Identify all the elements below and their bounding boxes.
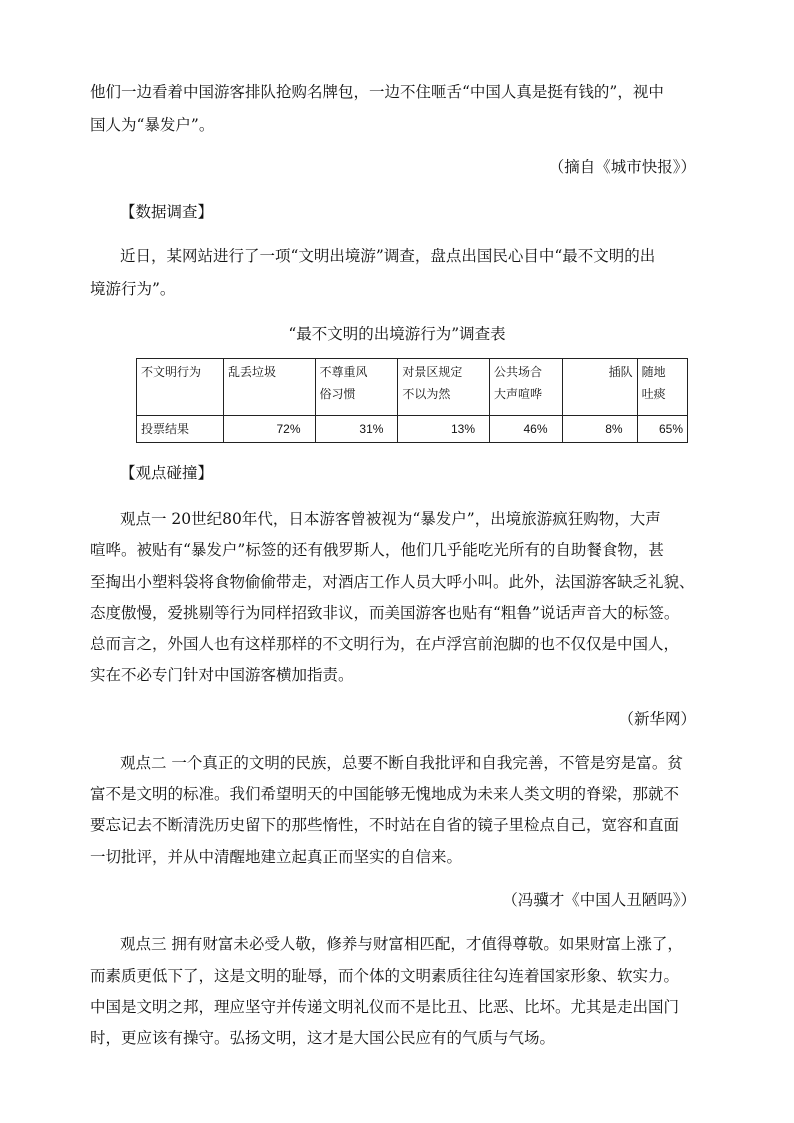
table-header-cell: 不尊重风 俗习惯 [315, 359, 398, 416]
view2-line: 要忘记去不断清洗历史留下的那些惰性，不时站在自省的镜子里检点自己，宽容和直面 [90, 816, 680, 834]
view3-line: 时，更应该有操守。弘扬文明，这才是大国公民应有的气质与气场。 [90, 1029, 556, 1047]
table-cell-value: 8% [562, 416, 637, 443]
table-title: “最不文明的出境游行为”调查表 [288, 325, 506, 343]
views-heading: 【观点碰撞】 [120, 464, 214, 482]
view1-line: 至掏出小塑料袋将食物偷偷带走，对酒店工作人员大呼小叫。此外，法国游客缺乏礼貌、 [90, 573, 695, 591]
view1-line: 态度傲慢，爱挑剔等行为同样招致非议，而美国游客也贴有“粗鲁”说话声音大的标签。 [90, 604, 680, 622]
table-cell-value: 31% [315, 416, 398, 443]
table-header-cell: 公共场合 大声喧哗 [490, 359, 563, 416]
survey-heading: 【数据调查】 [120, 203, 214, 221]
table-header-cell: 插队 [562, 359, 637, 416]
view1-source: （新华网） [618, 710, 696, 728]
table-cell-value: 65% [637, 416, 687, 443]
view2-line: 一切批评，并从中清醒地建立起真正而坚实的自信来。 [90, 848, 463, 866]
view2-line: 富不是文明的标准。我们希望明天的中国能够无愧地成为未来人类文明的脊梁，那就不 [90, 785, 680, 803]
survey-para-line-1: 近日，某网站进行了一项“文明出境游”调查，盘点出国民心目中“最不文明的出 [120, 247, 656, 265]
view3-line: 而素质更低下了，这是文明的耻辱，而个体的文明素质往往勾连着国家形象、软实力。 [90, 967, 680, 985]
table-cell-value: 72% [223, 416, 315, 443]
survey-para-line-2: 境游行为”。 [90, 280, 176, 298]
table-header-row [137, 359, 688, 416]
view1-line: 喧哗。被贴有“暴发户”标签的还有俄罗斯人，他们几乎能吃光所有的自助餐食物，甚 [90, 541, 664, 559]
intro-source: （摘自《城市快报》） [548, 158, 696, 176]
table-result-row [137, 416, 688, 443]
view1-line: 观点一 20世纪80年代，日本游客曾被视为“暴发户”，出境旅游疯狂购物，大声 [120, 510, 661, 528]
table-header-cell: 随地 吐痰 [637, 359, 687, 416]
table-header-cell: 对景区规定 不以为然 [398, 359, 490, 416]
view3-line: 观点三 拥有财富未必受人敬，修养与财富相匹配，才值得尊敬。如果财富上涨了， [120, 935, 683, 953]
table-header-cell: 乱丢垃圾 [223, 359, 315, 416]
intro-line-2: 国人为“暴发户”。 [90, 116, 215, 134]
survey-table [136, 358, 688, 443]
view2-line: 观点二 一个真正的文明的民族，总要不断自我批评和自我完善，不管是穷是富。贫 [120, 754, 683, 772]
view3-line: 中国是文明之邦，理应坚守并传递文明礼仪而不是比丑、比恶、比坏。尤其是走出国门 [90, 998, 680, 1016]
view2-source: （冯骥才《中国人丑陋吗》） [502, 891, 696, 909]
table-cell-value: 13% [398, 416, 490, 443]
table-row-header: 不文明行为 [137, 359, 224, 416]
view1-line: 实在不必专门针对中国游客横加指责。 [90, 666, 354, 684]
view1-line: 总而言之，外国人也有这样那样的不文明行为，在卢浮宫前泡脚的也不仅仅是中国人， [90, 635, 680, 653]
intro-line-1: 他们一边看着中国游客排队抢购名牌包，一边不住咂舌“中国人真是挺有钱的”，视中 [90, 83, 664, 101]
table-result-label: 投票结果 [137, 416, 224, 443]
table-cell-value: 46% [490, 416, 563, 443]
